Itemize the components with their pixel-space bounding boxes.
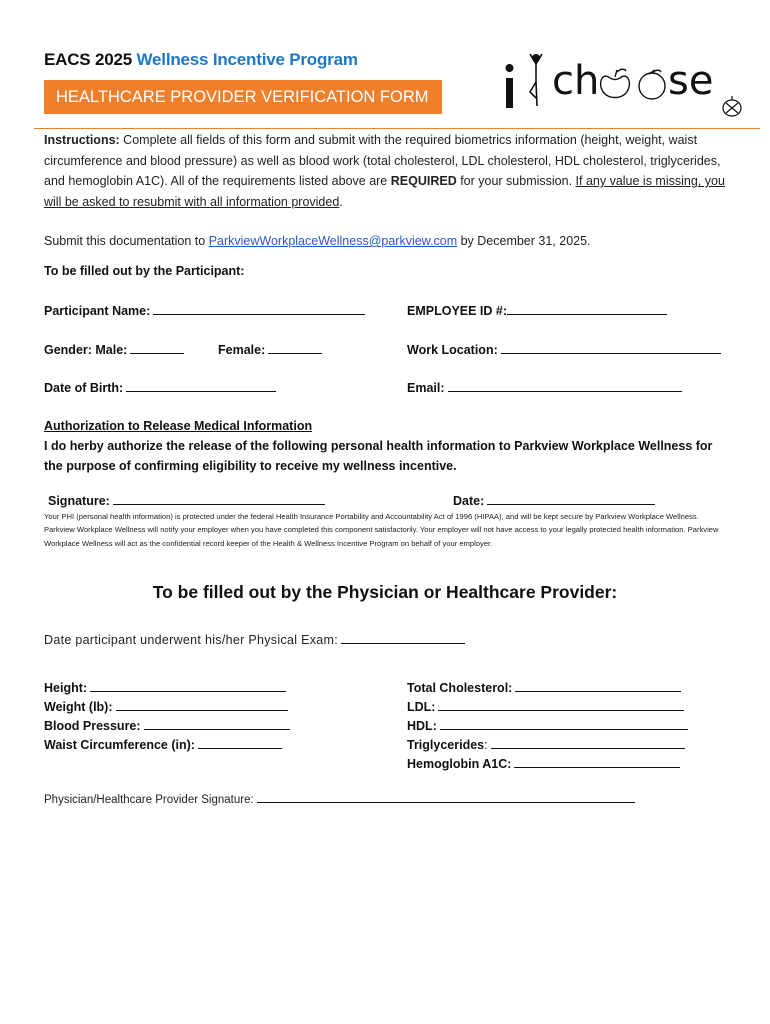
instructions-warning: If any value is missing, you will be asked to resubmit with all information provided <box>44 174 725 209</box>
hdl-label: HDL: <box>407 719 437 733</box>
instructions-end: . <box>339 194 343 209</box>
gender-female-row <box>218 341 322 357</box>
exam-date-field[interactable] <box>341 631 465 644</box>
total-cholesterol-label: Total Cholesterol: <box>407 681 513 695</box>
weight-label: Weight (lb): <box>44 700 113 714</box>
title-prefix: EACS 2025 <box>44 50 132 69</box>
svg-text:ch: ch <box>552 58 600 104</box>
employee-id-row <box>407 302 667 318</box>
blood-pressure-label: Blood Pressure: <box>44 719 141 733</box>
header-divider <box>34 128 760 129</box>
hdl-field[interactable] <box>440 717 688 730</box>
signature-row <box>48 492 325 508</box>
participant-name-row <box>44 302 365 318</box>
date-label: Date: <box>453 494 485 508</box>
instructions-text-1: Complete all fields of this form and submit with the required biometrics information (height, weight, waist circumference and blood pressure) as well as blood work (total cholesterol, LDL cholesterol, HDL cholesterol, triglycerides, and hemoglobin A1C). All of the requirements listed above are <box>44 133 721 189</box>
hemoglobin-a1c-row <box>407 755 680 771</box>
email-row <box>407 379 682 395</box>
gender-male-label: Gender: Male: <box>44 343 128 357</box>
blood-pressure-row <box>44 717 290 733</box>
exam-date-row <box>44 631 465 647</box>
submit-prefix: Submit this documentation to <box>44 234 209 248</box>
title-program: Wellness Incentive Program <box>136 50 358 69</box>
triglycerides-label: Triglycerides <box>407 738 485 752</box>
svg-text:se: se <box>668 58 714 104</box>
physician-heading: To be filled out by the Physician or Healthcare Provider: <box>152 582 618 602</box>
weight-row <box>44 698 288 714</box>
dob-label: Date of Birth: <box>44 381 124 395</box>
hemoglobin-a1c-field[interactable] <box>514 755 680 768</box>
work-location-field[interactable] <box>501 341 721 354</box>
gender-female-label: Female: <box>218 343 266 357</box>
email-field[interactable] <box>448 379 682 392</box>
triglycerides-row <box>407 736 685 752</box>
submit-email-link[interactable]: ParkviewWorkplaceWellness@parkview.com <box>208 234 458 248</box>
total-cholesterol-field[interactable] <box>515 679 681 692</box>
dob-row <box>44 379 276 395</box>
dob-field[interactable] <box>126 379 276 392</box>
instructions-text-2: for your submission. <box>456 174 576 189</box>
participant-heading: To be filled out by the Participant: <box>44 264 245 278</box>
instructions-required: REQUIRED <box>390 174 457 189</box>
date-field[interactable] <box>487 492 655 505</box>
blood-pressure-field[interactable] <box>144 717 290 730</box>
form-title <box>44 50 358 70</box>
instructions-label: Instructions: <box>44 133 120 147</box>
participant-name-field[interactable] <box>153 302 365 315</box>
signature-field[interactable] <box>113 492 325 505</box>
submit-instructions <box>44 234 591 248</box>
hemoglobin-a1c-label: Hemoglobin A1C: <box>407 757 512 771</box>
ichoose-logo <box>500 48 756 120</box>
total-cholesterol-row <box>407 679 681 695</box>
authorization-heading: Authorization to Release Medical Information <box>44 419 313 433</box>
gender-male-row <box>44 341 184 357</box>
triglycerides-colon: : <box>484 738 488 752</box>
exam-date-label: Date participant underwent his/her Physical Exam: <box>44 633 339 647</box>
authorization-block <box>44 416 734 476</box>
waist-label: Waist Circumference (in): <box>44 738 195 752</box>
height-field[interactable] <box>90 679 286 692</box>
triglycerides-field[interactable] <box>491 736 685 749</box>
phi-disclaimer: Your PHI (personal health information) is protected under the federal Health Insurance Portability and Accountability Act of 1996 (HIPAA), and will be kept secure by Parkview Workplace Wellness. Parkview Workplace Wellness will notify your employer when you have completed this component satisfactorily. Your employer will not have access to your legally protected health information. Parkview Workplace Wellness will act as the confidential record keeper of the Health & Wellness Incentive Program on behalf of your employer. <box>44 512 719 548</box>
height-label: Height: <box>44 681 88 695</box>
submit-suffix: by December 31, 2025. <box>457 234 591 248</box>
ichoose-logo-graphic <box>500 48 756 120</box>
provider-signature-field[interactable] <box>257 790 635 803</box>
instructions-paragraph <box>44 130 734 212</box>
date-row <box>453 492 655 508</box>
hdl-row <box>407 717 688 733</box>
work-location-label: Work Location: <box>407 343 498 357</box>
signature-label: Signature: <box>48 494 110 508</box>
authorization-text: I do herby authorize the release of the following personal health information to Parkview Workplace Wellness for the purpose of confirming eligibility to receive my wellness incentive. <box>44 439 713 473</box>
gender-male-field[interactable] <box>130 341 184 354</box>
height-row <box>44 679 286 695</box>
form-banner <box>44 80 442 114</box>
provider-signature-label: Physician/Healthcare Provider Signature: <box>44 794 254 806</box>
email-label: Email: <box>407 381 445 395</box>
waist-row <box>44 736 282 752</box>
employee-id-label: EMPLOYEE ID #: <box>407 304 508 318</box>
work-location-row <box>407 341 721 357</box>
waist-field[interactable] <box>198 736 282 749</box>
employee-id-field[interactable] <box>507 302 667 315</box>
provider-signature-row <box>44 790 635 806</box>
weight-field[interactable] <box>116 698 288 711</box>
gender-female-field[interactable] <box>268 341 322 354</box>
ldl-label: LDL: <box>407 700 436 714</box>
ldl-row <box>407 698 684 714</box>
ldl-field[interactable] <box>438 698 684 711</box>
participant-name-label: Participant Name: <box>44 304 151 318</box>
banner-label: HEALTHCARE PROVIDER VERIFICATION FORM <box>56 87 429 106</box>
